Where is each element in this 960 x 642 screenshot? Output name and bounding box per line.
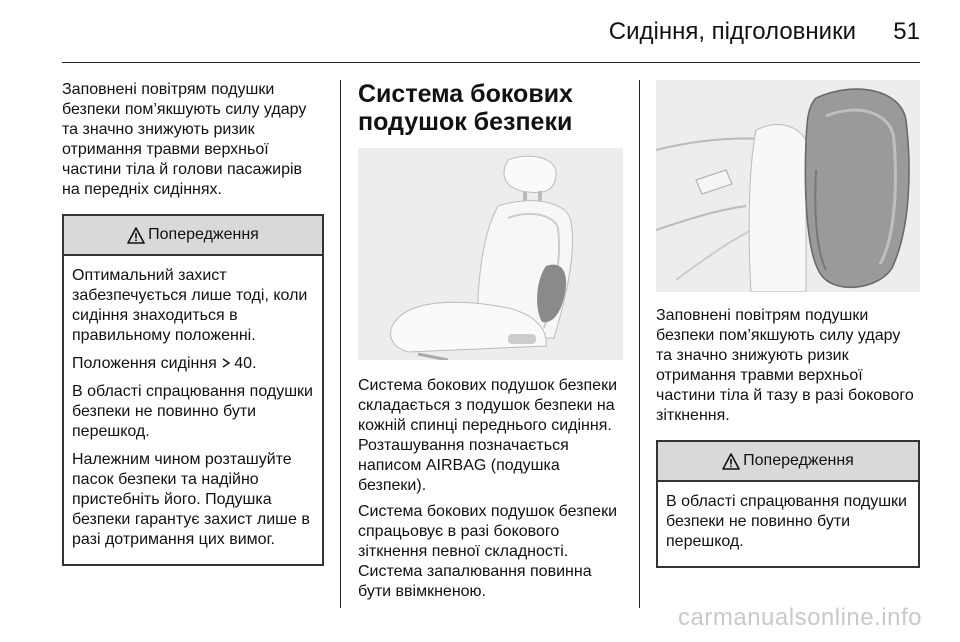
warning-text-2-label: Положення сидіння	[72, 355, 222, 372]
body-paragraph-1-text-a: Система бокових подушок безпеки складається з подушок безпеки на кожній спинці переднього сидіння. Розташування позначається написом	[358, 377, 617, 474]
deployed-airbag-illustration	[656, 80, 920, 292]
body-paragraph-1	[358, 376, 623, 496]
warning-body	[64, 256, 322, 564]
warning-header	[64, 216, 322, 256]
airbag-paragraph: Заповнені повітрям подушки безпеки пом’якшують силу удару та значно знижують ризик отримання травми верхньої частини тіла й тазу в разі бокового зіткнення.	[656, 307, 914, 424]
warning-text-4: Належним чином розташуйте пасок безпеки та надійно пристебніть його. Подушка безпеки гарантує захист лише в разі дотримання цих вимог.	[72, 451, 310, 548]
warning-box-right	[656, 440, 920, 568]
warning-triangle-icon	[722, 453, 740, 470]
warning-text-1: Оптимальний захист забезпечується лише тоді, коли сидіння знаходиться в правильному положенні.	[72, 267, 308, 344]
warning-header-right	[658, 442, 918, 482]
warning-text-2	[72, 354, 314, 374]
column-right	[656, 80, 920, 568]
body-paragraph-2: Система бокових подушок безпеки спрацьовує в разі бокового зіткнення певної складності. Система запалювання повинна бути ввімкненою.	[358, 503, 617, 600]
warning-body-right	[658, 482, 918, 566]
watermark: carmanualsonline.info	[678, 604, 922, 631]
column-divider-2	[639, 80, 640, 608]
header-rule	[62, 62, 920, 63]
warning-box	[62, 214, 324, 566]
page-reference-arrow-icon	[221, 357, 231, 369]
seat-side-airbag-illustration	[358, 148, 623, 360]
intro-paragraph: Заповнені повітрям подушки безпеки пом’якшують силу удару та значно знижують ризик отримання травми верхньої частини тіла й голови пасажирів на передніх сидіннях.	[62, 81, 307, 198]
column-divider-1	[340, 80, 341, 608]
page-reference[interactable]: 40.	[234, 355, 257, 372]
column-left	[62, 80, 324, 566]
warning-heading-right: Попередження	[743, 452, 854, 469]
page-number: 51	[893, 18, 920, 45]
airbag-label: AIRBAG	[425, 457, 487, 474]
page-header-title: Сидіння, підголовники	[608, 18, 856, 45]
warning-heading: Попередження	[148, 226, 259, 243]
column-middle	[358, 80, 623, 608]
section-heading: Система бокових подушок безпеки	[358, 80, 573, 136]
warning-text-right: В області спрацювання подушки безпеки не повинно бути перешкод.	[666, 493, 907, 550]
warning-triangle-icon	[127, 227, 145, 244]
warning-text-3: В області спрацювання подушки безпеки не повинно бути перешкод.	[72, 383, 313, 440]
body-paragraph-1-text-b: (подушка безпеки).	[358, 457, 560, 494]
